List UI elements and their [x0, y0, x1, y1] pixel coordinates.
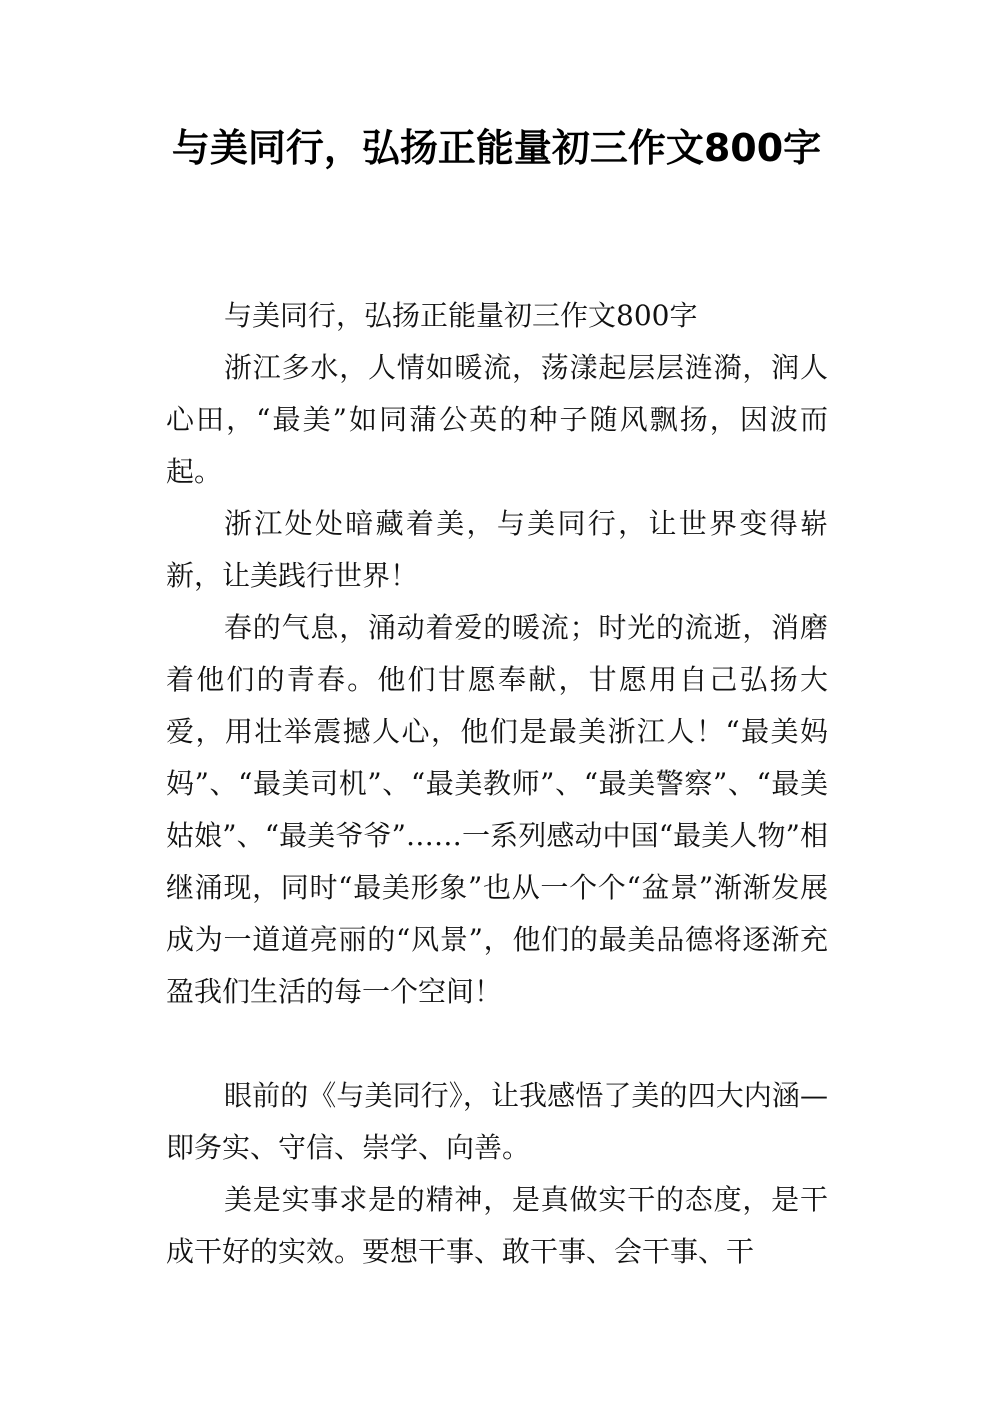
paragraph-subtitle: 与美同行，弘扬正能量初三作文800字: [224, 299, 698, 332]
paragraph: 眼前的《与美同行》，让我感悟了美的四大内涵—即务实、守信、崇学、向善。: [166, 1079, 828, 1164]
paragraph: 美是实事求是的精神，是真做实干的态度，是干成干好的实效。要想干事、敢干事、会干事、干: [166, 1183, 828, 1268]
paragraph-gap: [166, 1018, 828, 1070]
paragraph: 浙江多水，人情如暖流，荡漾起层层涟漪，润人心田，“最美”如同蒲公英的种子随风飘扬，因波而起。: [166, 351, 828, 488]
document-body: [166, 290, 828, 1278]
document-title: 与美同行，弘扬正能量初三作文800字: [171, 126, 822, 170]
paragraph: 浙江处处暗藏着美，与美同行，让世界变得崭新，让美践行世界！: [166, 507, 828, 592]
paragraph: 春的气息，涌动着爱的暖流；时光的流逝，消磨着他们的青春。他们甘愿奉献，甘愿用自己弘扬大爱，用壮举震撼人心，他们是最美浙江人！“最美妈妈”、“最美司机”、“最美教师”、“最美警察”、“最美姑娘”、“最美爷爷”……一系列感动中国“最美人物”相继涌现，同时“最美形象”也从一个个“盆景”渐渐发展成为一道道亮丽的“风景”，他们的最美品德将逐渐充盈我们生活的每一个空间！: [166, 611, 828, 1008]
